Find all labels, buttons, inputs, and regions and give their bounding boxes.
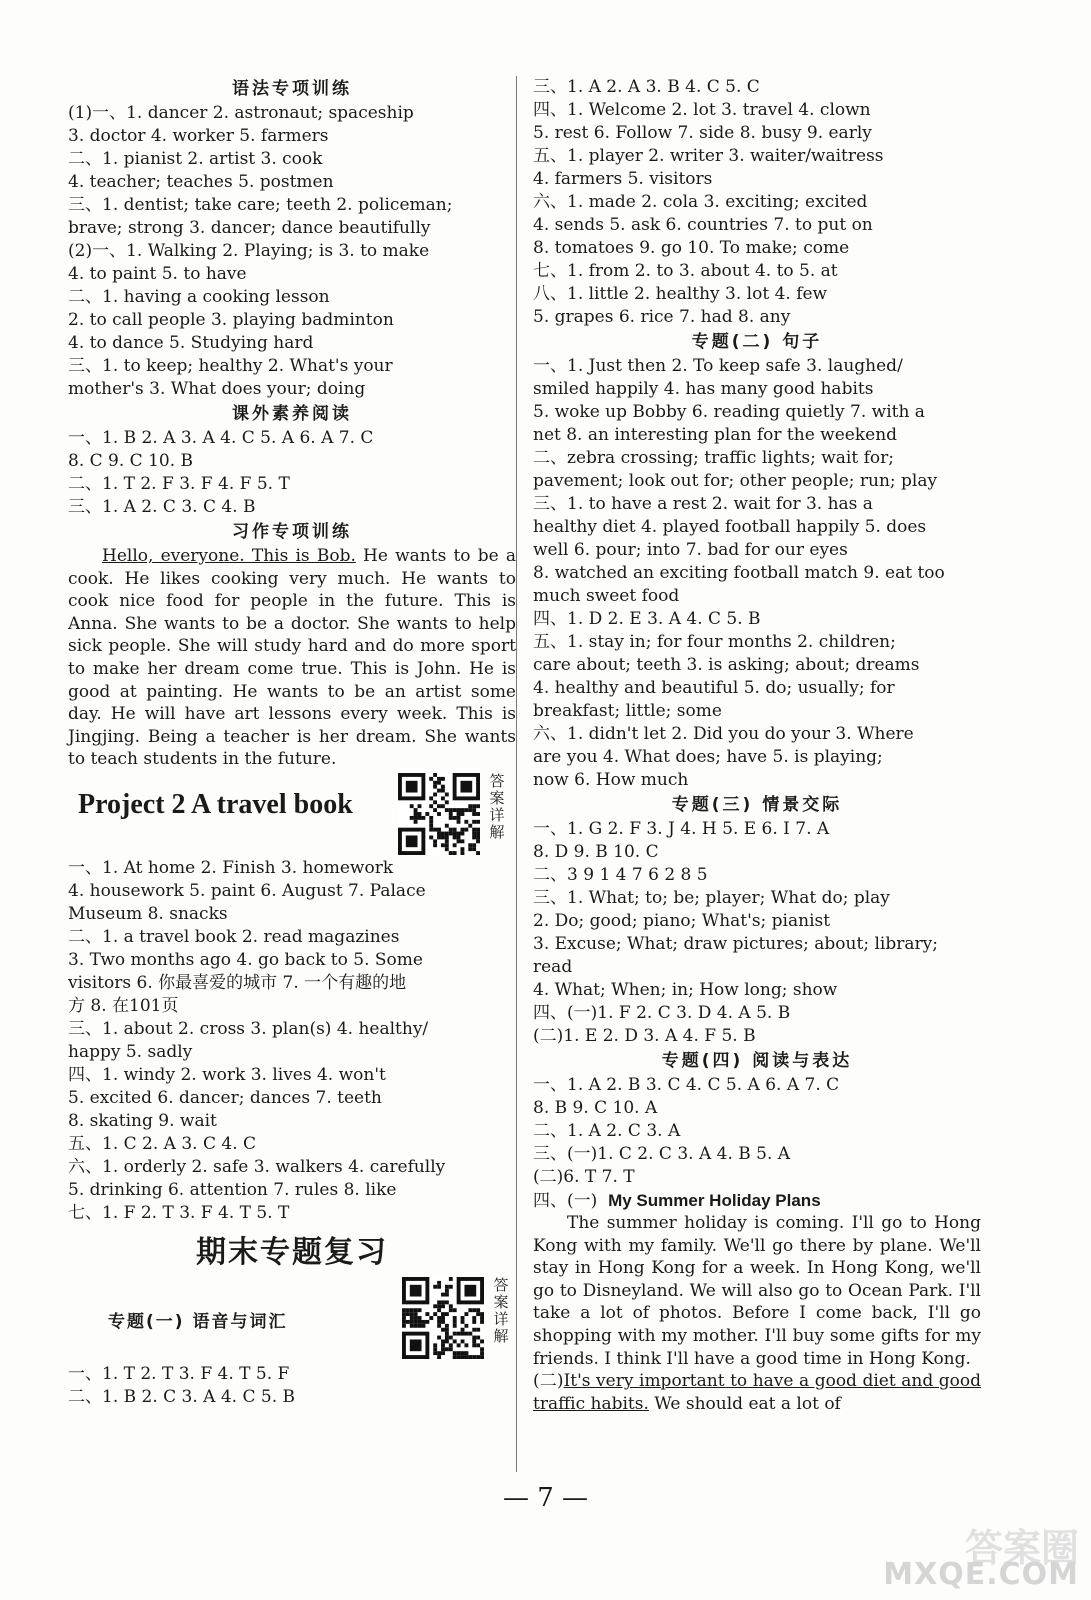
qr-label: 答案详解 [493, 1275, 509, 1345]
answer-line: 三、1. A 2. A 3. B 4. C 5. C [533, 77, 760, 97]
answer-line: breakfast; little; some [533, 701, 722, 721]
answer-line: now 6. How much [533, 770, 689, 790]
right-column [533, 76, 981, 1415]
answer-line: 三、1. A 2. C 3. C 4. B [68, 497, 256, 517]
answer-line: 4. healthy and beautiful 5. do; usually; for [533, 678, 895, 698]
answer-line: 五、1. C 2. A 3. C 4. C [68, 1133, 257, 1154]
answer-line: (1)一、1. dancer 2. astronaut; spaceship [68, 103, 414, 123]
final-review-title: 期末专题复习 [196, 1234, 388, 1270]
answer-line: 方 8. 在101页 [68, 995, 179, 1016]
answer-line: 5. rest 6. Follow 7. side 8. busy 9. early [533, 123, 872, 143]
grammar-answers [68, 102, 516, 401]
answer-line: much sweet food [533, 586, 680, 606]
last-answer: (二)It's very important to have a good diet and good traffic habits. We should eat a lot of [533, 1371, 981, 1414]
answer-line: 三、1. dentist; take care; teeth 2. policeman; [68, 195, 453, 215]
answer-line: 七、1. F 2. T 3. F 4. T 5. T [68, 1202, 290, 1223]
answer-line: mother's 3. What does your; doing [68, 379, 366, 399]
answer-line: 二、1. A 2. C 3. A [533, 1121, 681, 1141]
project-header [68, 771, 516, 857]
answer-line: 二、1. B 2. C 3. A 4. C 5. B [68, 1386, 296, 1407]
answer-line: 4. farmers 5. visitors [533, 169, 713, 189]
answer-line: read [533, 957, 573, 977]
topic4-answers [533, 1074, 981, 1189]
answer-line: 5. excited 6. dancer; dances 7. teeth [68, 1087, 382, 1108]
answer-line: healthy diet 4. played football happily 5. does [533, 517, 927, 537]
answer-line: 三、1. to keep; healthy 2. What's your [68, 356, 393, 376]
answer-line: (2)一、1. Walking 2. Playing; is 3. to make [68, 241, 430, 261]
answer-line: 八、1. little 2. healthy 3. lot 4. few [533, 284, 828, 304]
answer-line: 8. B 9. C 10. A [533, 1098, 658, 1118]
answer-line: 三、(一)1. C 2. C 3. A 4. B 5. A [533, 1144, 791, 1164]
answer-line: 8. C 9. C 10. B [68, 451, 194, 471]
qr-code-icon[interactable] [402, 1277, 484, 1359]
topic3-heading: 专题(三) 情景交际 [671, 795, 843, 815]
reading-answers [68, 427, 516, 519]
answer-line: smiled happily 4. has many good habits [533, 379, 874, 399]
watermark-logo: 答案圈 MXQE.COM [883, 1526, 1079, 1592]
answer-line: 一、1. Just then 2. To keep safe 3. laughed/ [533, 356, 903, 376]
answer-line: 8. D 9. B 10. C [533, 842, 659, 862]
answer-line: 三、1. What; to; be; player; What do; play [533, 888, 890, 908]
answer-line: visitors 6. 你最喜爱的城市 7. 一个有趣的地 [68, 972, 407, 993]
answer-line: 4. to dance 5. Studying hard [68, 333, 314, 353]
answer-line: (二)1. E 2. D 3. A 4. F 5. B [533, 1026, 756, 1046]
answer-line: 七、1. from 2. to 3. about 4. to 5. at [533, 261, 838, 281]
answer-line: 二、3 9 1 4 7 6 2 8 5 [533, 865, 708, 885]
answer-line: 六、1. didn't let 2. Did you do your 3. Where [533, 724, 914, 744]
answer-line: 五、1. player 2. writer 3. waiter/waitress [533, 146, 884, 166]
column-divider [516, 76, 517, 1472]
answer-line: well 6. pour; into 7. bad for our eyes [533, 540, 848, 560]
answer-line: 5. woke up Bobby 6. reading quietly 7. with a [533, 402, 925, 422]
answer-line: are you 4. What does; have 5. is playing; [533, 747, 883, 767]
answer-line: 一、1. B 2. A 3. A 4. C 5. A 6. A 7. C [68, 428, 374, 448]
answer-line: 2. Do; good; piano; What's; pianist [533, 911, 831, 931]
topic1-answers-cont [533, 76, 981, 329]
topic2-answers [533, 355, 981, 792]
answer-line: 4. housework 5. paint 6. August 7. Palace [68, 880, 426, 901]
topic2-heading: 专题(二) 句子 [691, 332, 823, 352]
answer-line: care about; teeth 3. is asking; about; dreams [533, 655, 920, 675]
answer-line: 一、1. At home 2. Finish 3. homework [68, 857, 394, 878]
answer-line: brave; strong 3. dancer; dance beautifully [68, 218, 431, 238]
answer-line: 4. to paint 5. to have [68, 264, 247, 284]
answer-line: 一、1. A 2. B 3. C 4. C 5. A 6. A 7. C [533, 1075, 840, 1095]
qr-label: 答案详解 [489, 771, 505, 841]
answer-line: 三、1. to have a rest 2. wait for 3. has a [533, 494, 873, 514]
answer-line: 六、1. made 2. cola 3. exciting; excited [533, 192, 868, 212]
topic1-header [68, 1275, 516, 1363]
answer-line: 5. grapes 6. rice 7. had 8. any [533, 307, 791, 327]
answer-line: 二、zebra crossing; traffic lights; wait for; [533, 448, 894, 468]
project-answers [68, 857, 516, 1225]
page-number: — 7 — [502, 1483, 589, 1513]
answer-line: 8. tomatoes 9. go 10. To make; come [533, 238, 850, 258]
answer-line: 5. drinking 6. attention 7. rules 8. like [68, 1179, 397, 1200]
answer-line: 2. to call people 3. playing badminton [68, 310, 394, 330]
answer-line: Museum 8. snacks [68, 903, 228, 924]
answer-line: 一、1. T 2. T 3. F 4. T 5. F [68, 1363, 290, 1384]
answer-line: 六、1. orderly 2. safe 3. walkers 4. carefully [68, 1156, 446, 1177]
topic4-heading: 专题(四) 阅读与表达 [661, 1051, 853, 1071]
section-heading-grammar: 语法专项训练 [232, 79, 352, 99]
answer-line: (二)6. T 7. T [533, 1167, 635, 1187]
answer-line: 8. skating 9. wait [68, 1110, 217, 1131]
project-title: Project 2 A travel book [78, 788, 353, 820]
answer-line: 3. Excuse; What; draw pictures; about; library; [533, 934, 938, 954]
answer-line: net 8. an interesting plan for the weekend [533, 425, 898, 445]
answer-line: 二、1. having a cooking lesson [68, 287, 330, 307]
writing-sample-rest: He wants to be a cook. He likes cooking very much. He wants to cook nice food for people in the future. This is Anna. She wants to be a doctor. She wants to help sick people. She will study hard and do more sport to make her dream come true. This is John. He is good at painting. He wants to be an artist some day. He will have art lessons every week. This is Jingjing. Being a teacher is her dream. She wants to teach students in the future. [68, 546, 516, 770]
answer-line: 8. watched an exciting football match 9. eat too [533, 563, 945, 583]
topic1-answers [68, 1363, 516, 1409]
answer-line: 4. What; When; in; How long; show [533, 980, 838, 1000]
section-heading-writing: 习作专项训练 [232, 522, 352, 542]
answer-line: 3. doctor 4. worker 5. farmers [68, 126, 329, 146]
plans-title-line: 四、(一) My Summer Holiday Plans [533, 1191, 821, 1211]
answer-line: 四、1. D 2. E 3. A 4. C 5. B [533, 609, 761, 629]
qr-code-icon[interactable] [398, 773, 480, 855]
topic1-heading: 专题(一) 语音与词汇 [108, 1311, 288, 1332]
answer-line: 四、1. windy 2. work 3. lives 4. won't [68, 1064, 386, 1085]
plans-title: My Summer Holiday Plans [608, 1191, 821, 1210]
answer-line: happy 5. sadly [68, 1041, 193, 1062]
left-column [68, 76, 516, 1409]
answer-line: 一、1. G 2. F 3. J 4. H 5. E 6. I 7. A [533, 819, 830, 839]
answer-line: 二、1. a travel book 2. read magazines [68, 926, 400, 947]
plans-paragraph: The summer holiday is coming. I'll go to Hong Kong with my family. We'll go there by plane. We'll stay in Hong Kong for a week. In Hong Kong, we'll go to Disneyland. We will also go to Ocean Park. I'll take a lot of photos. Before I come back, I'll go shopping with my mother. I'll buy some gifts for my friends. I think I'll have a good time in Hong Kong. [533, 1213, 981, 1369]
writing-sample [68, 545, 516, 771]
answer-line: 三、1. about 2. cross 3. plan(s) 4. healthy/ [68, 1018, 429, 1039]
answer-line: 4. teacher; teaches 5. postmen [68, 172, 334, 192]
answer-line: 4. sends 5. ask 6. countries 7. to put on [533, 215, 873, 235]
answer-line: 3. Two months ago 4. go back to 5. Some [68, 949, 423, 970]
section-heading-reading: 课外素养阅读 [232, 404, 352, 424]
answer-line: 四、(一)1. F 2. C 3. D 4. A 5. B [533, 1003, 791, 1023]
answer-line: 二、1. pianist 2. artist 3. cook [68, 149, 323, 169]
topic3-answers [533, 818, 981, 1048]
answer-line: 五、1. stay in; for four months 2. children; [533, 632, 896, 652]
answer-line: 二、1. T 2. F 3. F 4. F 5. T [68, 474, 290, 494]
writing-sample-underlined: Hello, everyone. This is Bob. [102, 546, 356, 566]
last-answer-underlined: It's very important to have a good diet and good traffic habits. [533, 1371, 981, 1414]
answer-line: pavement; look out for; other people; run; play [533, 471, 938, 491]
answer-line: 四、1. Welcome 2. lot 3. travel 4. clown [533, 100, 871, 120]
